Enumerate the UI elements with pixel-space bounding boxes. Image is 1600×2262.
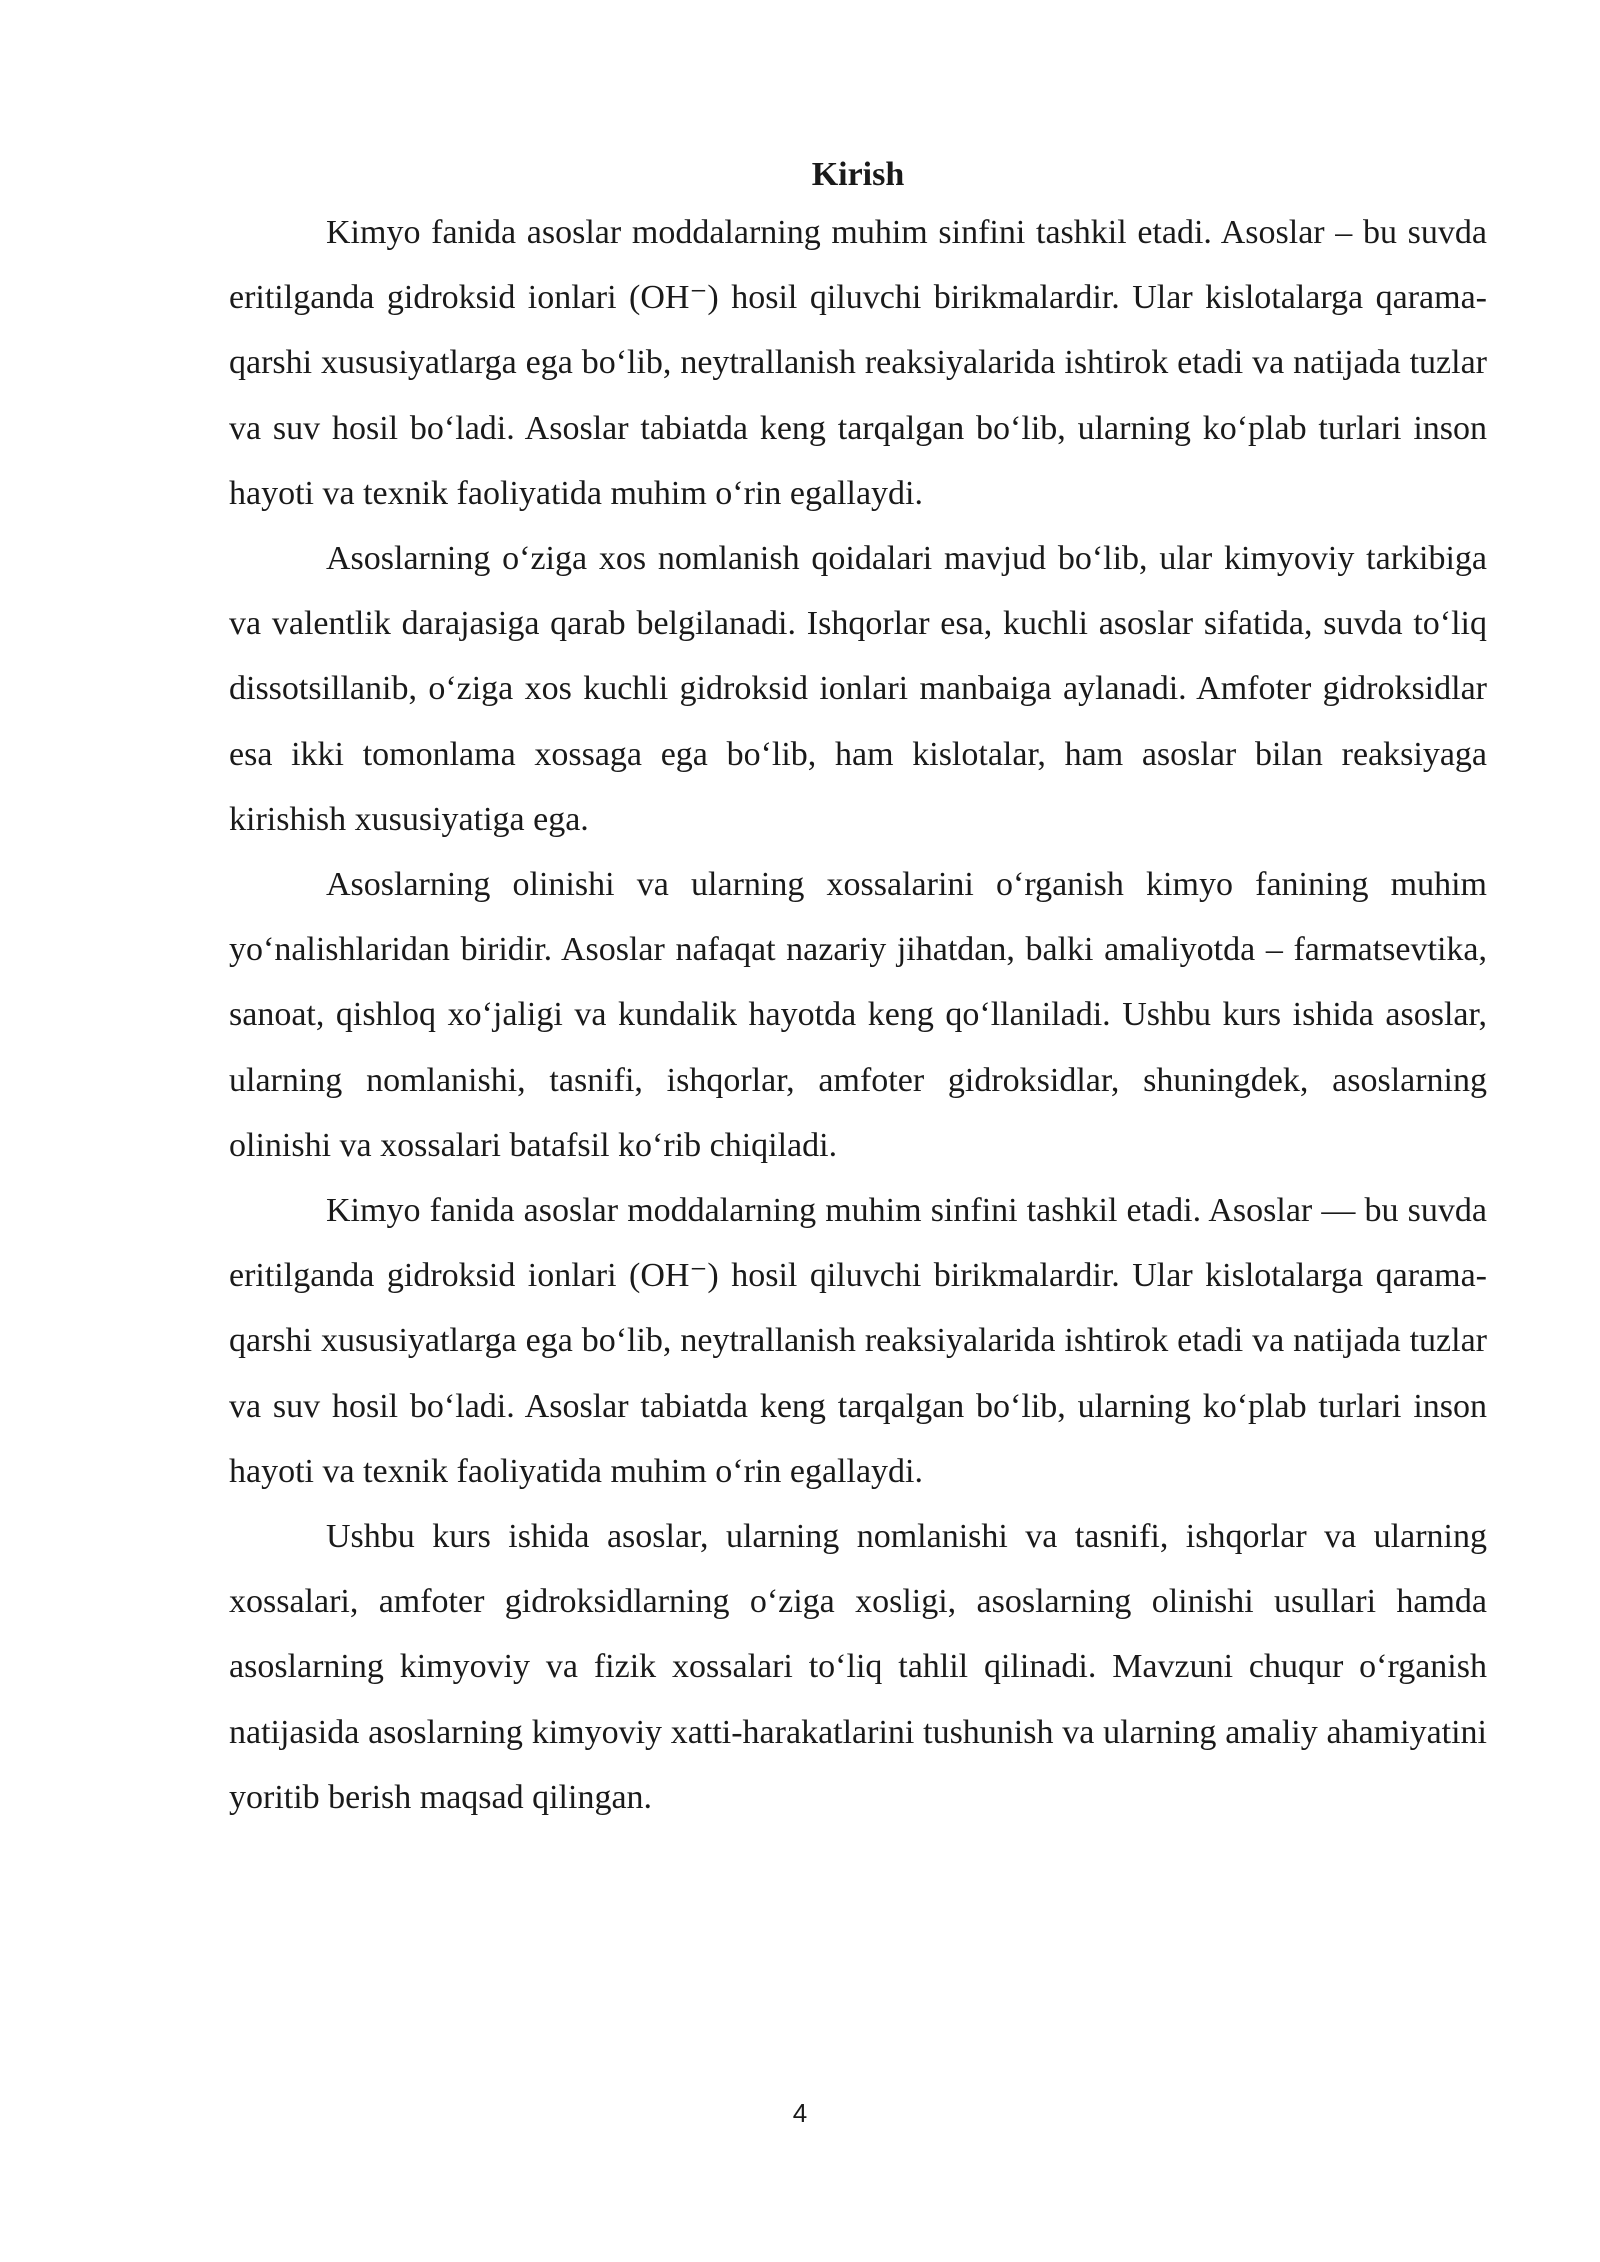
section-title: Kirish: [811, 156, 905, 193]
paragraph-5: Ushbu kurs ishida asoslar, ularning nomlanishi va tasnifi, ishqorlar va ularning xossalari, amfoter gidroksidlarning o‘ziga xosligi, asoslarning olinishi usullari hamda asoslarning kimyoviy va fizik xossalari to‘liq tahlil qilinadi. Mavzuni chuqur o‘rganish natijasida asoslarning kimyoviy xatti-harakatlarini tushunish va ularning amaliy ahamiyatini yoritib berish maqsad qilingan.: [229, 1518, 1487, 1816]
paragraph-3: Asoslarning olinishi va ularning xossalarini o‘rganish kimyo fanining muhim yo‘nalishlaridan biridir. Asoslar nafaqat nazariy jihatdan, balki amaliyotda – farmatsevtika, sanoat, qishloq xo‘jaligi va kundalik hayotda keng qo‘llaniladi. Ushbu kurs ishida asoslar, ularning nomlanishi, tasnifi, ishqorlar, amfoter gidroksidlar, shuningdek, asoslarning olinishi va xossalari batafsil ko‘rib chiqiladi.: [229, 866, 1487, 1164]
paragraph-1: Kimyo fanida asoslar moddalarning muhim sinfini tashkil etadi. Asoslar – bu suvda eritilganda gidroksid ionlari (OH⁻) hosil qiluvchi birikmalardir. Ular kislotalarga qarama-qarshi xususiyatlarga ega bo‘lib, neytrallanish reaksiyalarida ishtirok etadi va natijada tuzlar va suv hosil bo‘ladi. Asoslar tabiatda keng tarqalgan bo‘lib, ularning ko‘plab turlari inson hayoti va texnik faoliyatida muhim o‘rin egallaydi.: [229, 214, 1487, 512]
page-content: [229, 150, 1487, 1830]
paragraph-4: Kimyo fanida asoslar moddalarning muhim sinfini tashkil etadi. Asoslar — bu suvda eritilganda gidroksid ionlari (OH⁻) hosil qiluvchi birikmalardir. Ular kislotalarga qarama-qarshi xususiyatlarga ega bo‘lib, neytrallanish reaksiyalarida ishtirok etadi va natijada tuzlar va suv hosil bo‘ladi. Asoslar tabiatda keng tarqalgan bo‘lib, ularning ko‘plab turlari inson hayoti va texnik faoliyatida muhim o‘rin egallaydi.: [229, 1192, 1487, 1490]
paragraph-2: Asoslarning o‘ziga xos nomlanish qoidalari mavjud bo‘lib, ular kimyoviy tarkibiga va valentlik darajasiga qarab belgilanadi. Ishqorlar esa, kuchli asoslar sifatida, suvda to‘liq dissotsillanib, o‘ziga xos kuchli gidroksid ionlari manbaiga aylanadi. Amfoter gidroksidlar esa ikki tomonlama xossaga ega bo‘lib, ham kislotalar, ham asoslar bilan reaksiyaga kirishish xususiyatiga ega.: [229, 540, 1487, 838]
page-number: 4: [792, 2098, 808, 2128]
